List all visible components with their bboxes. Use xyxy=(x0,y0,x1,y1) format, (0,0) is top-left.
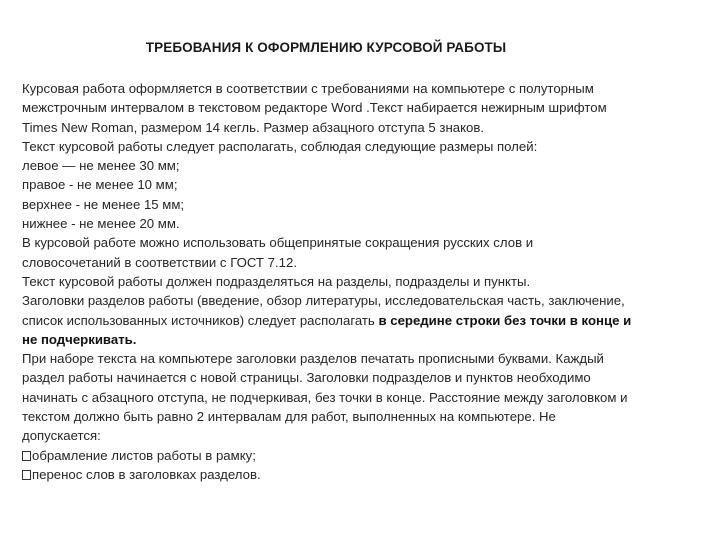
document-body xyxy=(22,79,702,484)
text-line: текстом должно быть равно 2 интервалам для работ, выполненных на компьютере. Не xyxy=(22,409,556,425)
headings-bold-text: в середине строки без точки в конце и xyxy=(378,312,632,328)
bullet-item xyxy=(22,465,702,484)
text-line: допускается: xyxy=(22,428,101,444)
text-line: межстрочным интервалом в текстовом редакторе Word .Текст набирается нежирным шрифтом xyxy=(22,100,607,116)
checkbox-bullet-icon xyxy=(22,451,31,461)
margin-right-line: правое - не менее 10 мм; xyxy=(22,177,178,193)
text-line: Текст курсовой работы должен подразделяться на разделы, подразделы и пункты. xyxy=(22,273,531,289)
text-line: Курсовая работа оформляется в соответствии с требованиями на компьютере с полуторным xyxy=(22,81,594,96)
text-line: При наборе текста на компьютере заголовки разделов печатать прописными буквами. Каждый xyxy=(22,351,604,367)
bullet-text: обрамление листов работы в рамку; xyxy=(32,447,256,463)
margin-top-line: верхнее - не менее 15 мм; xyxy=(22,196,185,212)
text-line: раздел работы начинается с новой страницы. Заголовки подразделов и пунктов необходимо xyxy=(22,370,591,386)
bullet-item xyxy=(22,446,702,465)
headings-bold-continuation: не подчеркивать. xyxy=(22,331,137,347)
checkbox-bullet-icon xyxy=(22,470,31,480)
text-line: начинать с абзацного отступа, не подчеркивая, без точки в конце. Расстояние между заголовком и xyxy=(22,389,628,405)
text-line: Times New Roman, размером 14 кегль. Размер абзацного отступа 5 знаков. xyxy=(22,119,485,135)
headings-normal-text: список использованных источников) следует располагать xyxy=(22,312,379,328)
bullet-text: перенос слов в заголовках разделов. xyxy=(32,466,261,482)
document-title: ТРЕБОВАНИЯ К ОФОРМЛЕНИЮ КУРСОВОЙ РАБОТЫ xyxy=(145,40,507,55)
text-line: Текст курсовой работы следует располагать, соблюдая следующие размеры полей: xyxy=(22,138,538,154)
text-line: В курсовой работе можно использовать общепринятые сокращения русских слов и xyxy=(22,235,534,251)
headings-line xyxy=(22,311,702,330)
text-line: Заголовки разделов работы (введение, обзор литературы, исследовательская часть, заключение, xyxy=(22,293,625,309)
margin-bottom-line: нижнее - не менее 20 мм. xyxy=(22,216,180,232)
text-line: словосочетаний в соответствии с ГОСТ 7.12. xyxy=(22,254,297,270)
margin-left-line: левое — не менее 30 мм; xyxy=(22,158,180,174)
